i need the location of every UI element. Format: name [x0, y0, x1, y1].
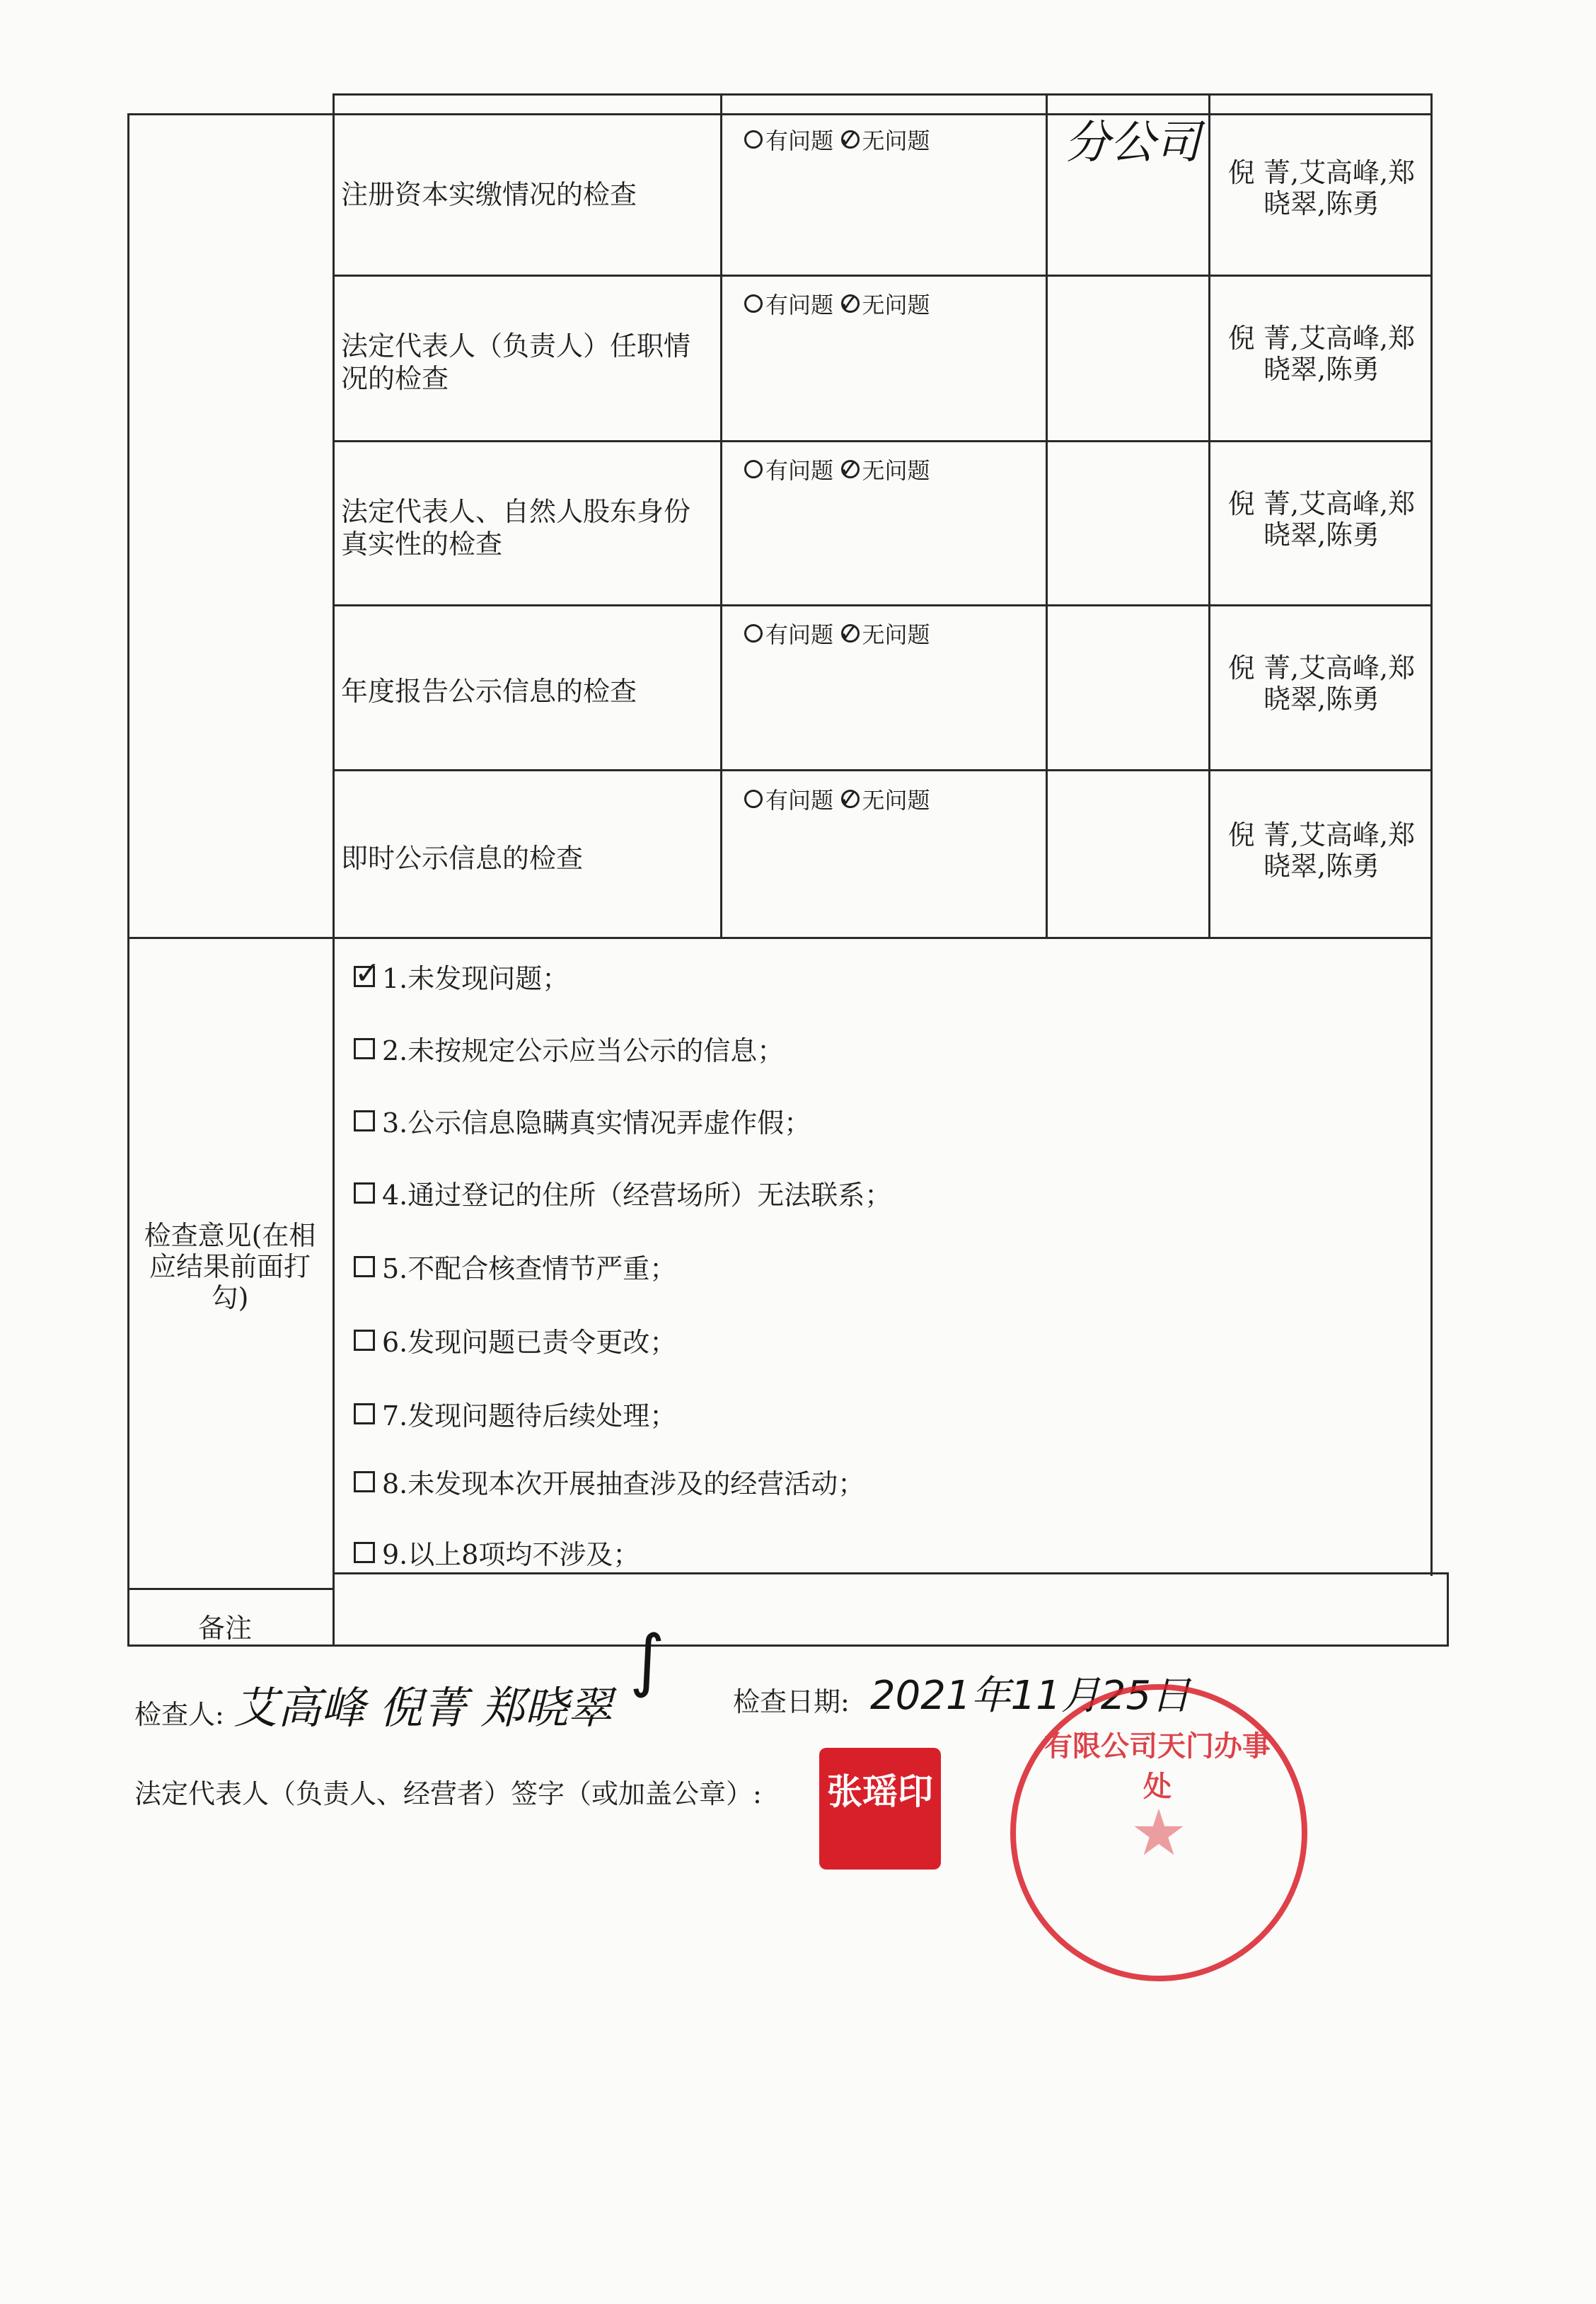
- opinion-option-3[interactable]: 3.公示信息隐瞒真实情况弄虚作假；: [354, 1101, 811, 1140]
- row-item-label: 法定代表人（负责人）任职情况的检查: [341, 330, 691, 394]
- handwritten-note: 分公司: [1065, 117, 1201, 169]
- company-seal-text: 有限公司天门办事处: [1044, 1729, 1271, 1803]
- row-item-label: 注册资本实缴情况的检查: [341, 179, 637, 210]
- checkbox[interactable]: [354, 955, 381, 991]
- opinion-option-2[interactable]: 2.未按规定公示应当公示的信息；: [354, 1029, 784, 1068]
- row-inspectors: 倪 菁,艾高峰,郑晓翠,陈勇: [1227, 652, 1416, 715]
- remarks-label: 备注: [198, 1613, 253, 1644]
- row-item-label: 法定代表人、自然人股东身份真实性的检查: [341, 496, 691, 560]
- extra-signature: ∫: [630, 1620, 666, 1700]
- opinion-option-4[interactable]: 4.通过登记的住所（经营场所）无法联系；: [354, 1173, 891, 1212]
- personal-seal: [819, 1748, 941, 1870]
- ok-radio[interactable]: [841, 294, 860, 313]
- company-seal: [1010, 1684, 1307, 1981]
- result-options: 有问题 ✓ 无问题: [744, 287, 930, 320]
- ok-radio[interactable]: [841, 790, 860, 808]
- checkmark-icon: ✓: [354, 955, 381, 991]
- problem-radio[interactable]: [744, 624, 763, 643]
- checkmark-icon: ✓: [839, 455, 860, 483]
- checkmark-icon: ✓: [839, 125, 860, 154]
- opinion-option-8[interactable]: 8.未发现本次开展抽查涉及的经营活动；: [354, 1462, 865, 1501]
- row-item-label: 年度报告公示信息的检查: [341, 676, 637, 707]
- row-inspectors: 倪 菁,艾高峰,郑晓翠,陈勇: [1227, 323, 1416, 385]
- opinion-option-1[interactable]: ✓ 1.未发现问题；: [354, 955, 569, 994]
- opinion-option-9[interactable]: 9.以上8项均不涉及；: [354, 1533, 640, 1572]
- problem-radio[interactable]: [744, 790, 763, 808]
- inspector-signatures: 艾高峰 倪菁 郑晓翠: [233, 1682, 613, 1734]
- star-icon: ★: [1130, 1796, 1188, 1870]
- row-inspectors: 倪 菁,艾高峰,郑晓翠,陈勇: [1227, 819, 1416, 882]
- date-label: 检查日期:: [733, 1686, 850, 1717]
- seal-text: 张瑶印: [827, 1770, 933, 1812]
- checkbox[interactable]: [354, 1471, 375, 1492]
- result-options: 有问题 ✓ 无问题: [744, 783, 930, 815]
- problem-radio[interactable]: [744, 294, 763, 313]
- opinion-option-5[interactable]: 5.不配合核查情节严重；: [354, 1247, 676, 1286]
- result-options: 有问题 ✓ 无问题: [744, 123, 930, 156]
- opinion-option-7[interactable]: 7.发现问题待后续处理；: [354, 1394, 676, 1433]
- ok-radio[interactable]: [841, 460, 860, 478]
- checkbox[interactable]: [354, 1542, 375, 1563]
- opinion-label: 检查意见(在相应结果前面打勾): [144, 1220, 316, 1313]
- row-inspectors: 倪 菁,艾高峰,郑晓翠,陈勇: [1227, 488, 1416, 551]
- result-options: 有问题 ✓ 无问题: [744, 453, 930, 485]
- inspector-label: 检查人:: [134, 1699, 224, 1730]
- checkmark-icon: ✓: [839, 619, 860, 647]
- checkbox[interactable]: [354, 1403, 375, 1424]
- checkbox[interactable]: [354, 1038, 375, 1059]
- checkbox[interactable]: [354, 1110, 375, 1131]
- ok-radio[interactable]: [841, 624, 860, 643]
- problem-radio[interactable]: [744, 130, 763, 149]
- checkbox[interactable]: [354, 1182, 375, 1204]
- row-item-label: 即时公示信息的检查: [341, 843, 584, 874]
- checkbox[interactable]: [354, 1330, 375, 1351]
- checkbox[interactable]: [354, 1256, 375, 1277]
- ok-radio[interactable]: [841, 130, 860, 149]
- checkmark-icon: ✓: [839, 785, 860, 813]
- opinion-option-6[interactable]: 6.发现问题已责令更改；: [354, 1320, 676, 1359]
- result-options: 有问题 ✓ 无问题: [744, 617, 930, 650]
- row-inspectors: 倪 菁,艾高峰,郑晓翠,陈勇: [1227, 157, 1416, 219]
- checkmark-icon: ✓: [839, 289, 860, 318]
- date-value: 2021年11月25日: [870, 1673, 1191, 1719]
- problem-radio[interactable]: [744, 460, 763, 478]
- legal-rep-label: 法定代表人（负责人、经营者）签字（或加盖公章）:: [134, 1778, 762, 1809]
